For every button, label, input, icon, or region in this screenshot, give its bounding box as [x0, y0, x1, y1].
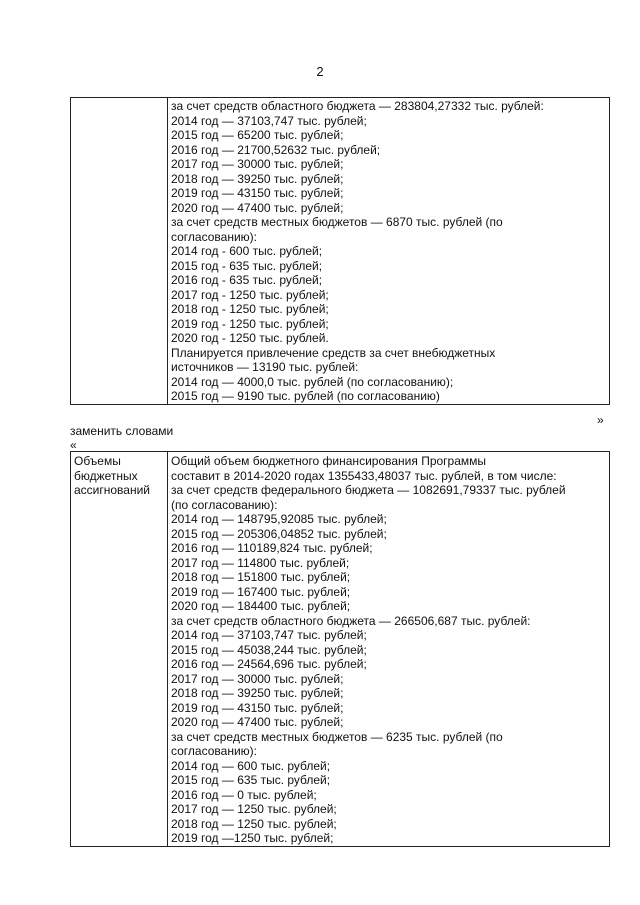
text-line: согласованию):: [171, 744, 257, 758]
opening-quote: «: [70, 438, 77, 452]
replace-instruction: заменить словами: [70, 424, 174, 438]
text-line: за счет средств местных бюджетов — 6870 тыс. рублей (по: [171, 215, 503, 229]
text-line: 2020 год — 47400 тыс. рублей;: [171, 200, 344, 215]
text-line: 2019 год — 43150 тыс. рублей;: [171, 700, 344, 715]
text-line: (по согласованию):: [171, 497, 278, 512]
text-line: 2015 год — 45038,244 тыс. рублей;: [171, 642, 367, 657]
table-row: [71, 98, 610, 405]
text-line: 2015 год — 9190 тыс. рублей (по согласованию): [171, 389, 440, 403]
table-row: [71, 452, 610, 847]
text-line: 2017 год — 114800 тыс. рублей;: [171, 555, 350, 570]
text-line: 2014 год — 37103,747 тыс. рублей;: [171, 113, 367, 128]
text-line: 2017 год - 1250 тыс. рублей;: [171, 287, 329, 302]
text-line: 2014 год — 37103,747 тыс. рублей;: [171, 628, 367, 642]
text-line: 2015 год — 205306,04852 тыс. рублей;: [171, 526, 387, 541]
text-line: 2014 год - 600 тыс. рублей;: [171, 244, 323, 258]
text-line: за счет средств местных бюджетов — 6235 тыс. рублей (по: [171, 729, 503, 744]
text-line: 2015 год - 635 тыс. рублей;: [171, 258, 323, 273]
closing-quote: »: [597, 413, 604, 427]
text-line: 2020 год — 184400 тыс. рублей;: [171, 599, 351, 613]
text-line: 2017 год — 1250 тыс. рублей;: [171, 802, 337, 816]
text-line: 2018 год — 39250 тыс. рублей;: [171, 686, 344, 700]
text-line: 2017 год — 30000 тыс. рублей;: [171, 157, 344, 171]
text-line: 2018 год - 1250 тыс. рублей;: [171, 302, 329, 316]
text-line: 2020 год — 47400 тыс. рублей;: [171, 715, 344, 729]
content-cell: [168, 452, 610, 847]
text-line: 2019 год — 167400 тыс. рублей;: [171, 584, 351, 599]
text-line: 2014 год — 4000,0 тыс. рублей (по согласованию);: [171, 374, 454, 389]
text-line: 2016 год — 110189,824 тыс. рублей;: [171, 541, 373, 555]
text-line: 2016 год - 635 тыс. рублей;: [171, 273, 323, 287]
text-line: составит в 2014-2020 годах 1355433,48037 тыс. рублей, в том числе:: [171, 468, 557, 483]
text-line: 2016 год — 0 тыс. рублей;: [171, 787, 317, 802]
budget-table-new: [70, 451, 610, 847]
label-cell: [71, 98, 168, 405]
label-cell: [71, 452, 168, 847]
content-cell: [168, 98, 610, 405]
text-line: согласованию):: [171, 229, 257, 244]
budget-table-old: [70, 97, 610, 405]
text-line: 2015 год — 65200 тыс. рублей;: [171, 128, 344, 142]
text-line: 2018 год — 1250 тыс. рублей;: [171, 816, 337, 831]
text-line: Планируется привлечение средств за счет внебюджетных: [171, 345, 496, 360]
text-line: 2020 год - 1250 тыс. рублей.: [171, 331, 329, 345]
text-line: Общий объем бюджетного финансирования Программы: [171, 454, 487, 468]
text-line: 2019 год —1250 тыс. рублей;: [171, 831, 334, 845]
text-line: за счет средств федерального бюджета — 1082691,79337 тыс. рублей: [171, 483, 566, 497]
text-line: Объемы: [74, 454, 121, 468]
text-line: 2016 год — 24564,696 тыс. рублей;: [171, 657, 367, 671]
text-line: бюджетных: [74, 468, 138, 483]
text-line: 2016 год — 21700,52632 тыс. рублей;: [171, 142, 381, 157]
page-number: 2: [316, 64, 324, 79]
text-line: 2018 год — 151800 тыс. рублей;: [171, 570, 351, 584]
text-line: за счет средств областного бюджета — 283804,27332 тыс. рублей:: [171, 99, 544, 113]
text-line: 2019 год — 43150 тыс. рублей;: [171, 186, 344, 200]
text-line: 2019 год - 1250 тыс. рублей;: [171, 316, 329, 331]
text-line: 2018 год — 39250 тыс. рублей;: [171, 171, 344, 186]
text-line: 2017 год — 30000 тыс. рублей;: [171, 671, 344, 686]
text-line: ассигнований: [74, 483, 151, 497]
text-line: 2015 год — 635 тыс. рублей;: [171, 773, 331, 787]
text-line: 2014 год — 148795,92085 тыс. рублей;: [171, 512, 387, 526]
text-line: источников — 13190 тыс. рублей:: [171, 360, 359, 374]
text-line: 2014 год — 600 тыс. рублей;: [171, 758, 331, 773]
text-line: за счет средств областного бюджета — 266506,687 тыс. рублей:: [171, 613, 531, 628]
